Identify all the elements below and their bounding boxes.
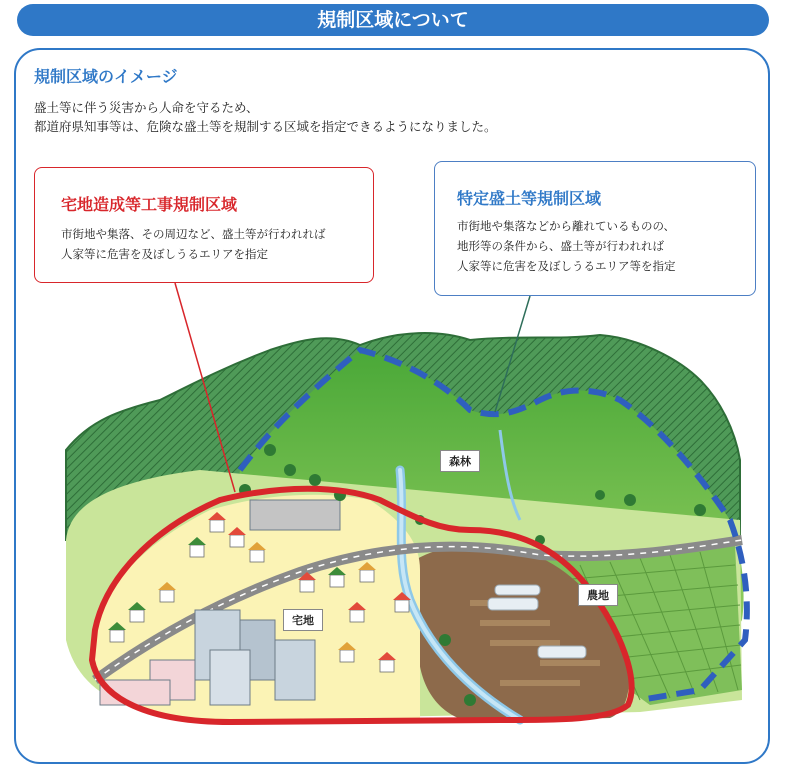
tokutei-zone-description xyxy=(457,216,676,276)
intro-line-1: 盛土等に伴う災害から人命を守るため、 xyxy=(34,100,259,115)
tokutei-zone-line-3: 人家等に危害を及ぼしうるエリア等を指定 xyxy=(457,259,676,273)
header-title: 規制区域について xyxy=(317,9,469,31)
tokutei-zone-callout xyxy=(434,161,756,296)
takuchi-zone-description xyxy=(61,224,326,264)
intro-line-2: 都道府県知事等は、危険な盛土等を規制する区域を指定できるようになりました。 xyxy=(34,119,497,134)
takuchi-zone-title: 宅地造成等工事規制区域 xyxy=(61,195,238,214)
tokutei-zone-line-1: 市街地や集落などから離れているものの、 xyxy=(457,219,676,233)
forest-label: 森林 xyxy=(440,450,480,472)
subtitle: 規制区域のイメージ xyxy=(34,67,178,86)
tokutei-zone-line-2: 地形等の条件から、盛土等が行われれば xyxy=(457,239,664,253)
takuchi-zone-callout xyxy=(34,167,374,283)
takuchi-zone-line-1: 市街地や集落、その周辺など、盛土等が行われれば xyxy=(61,227,326,241)
takuchi-zone-line-2: 人家等に危害を及ぼしうるエリアを指定 xyxy=(61,247,268,261)
residential-label: 宅地 xyxy=(283,609,323,631)
farmland-label: 農地 xyxy=(578,584,618,606)
tokutei-zone-title: 特定盛土等規制区域 xyxy=(457,189,602,208)
